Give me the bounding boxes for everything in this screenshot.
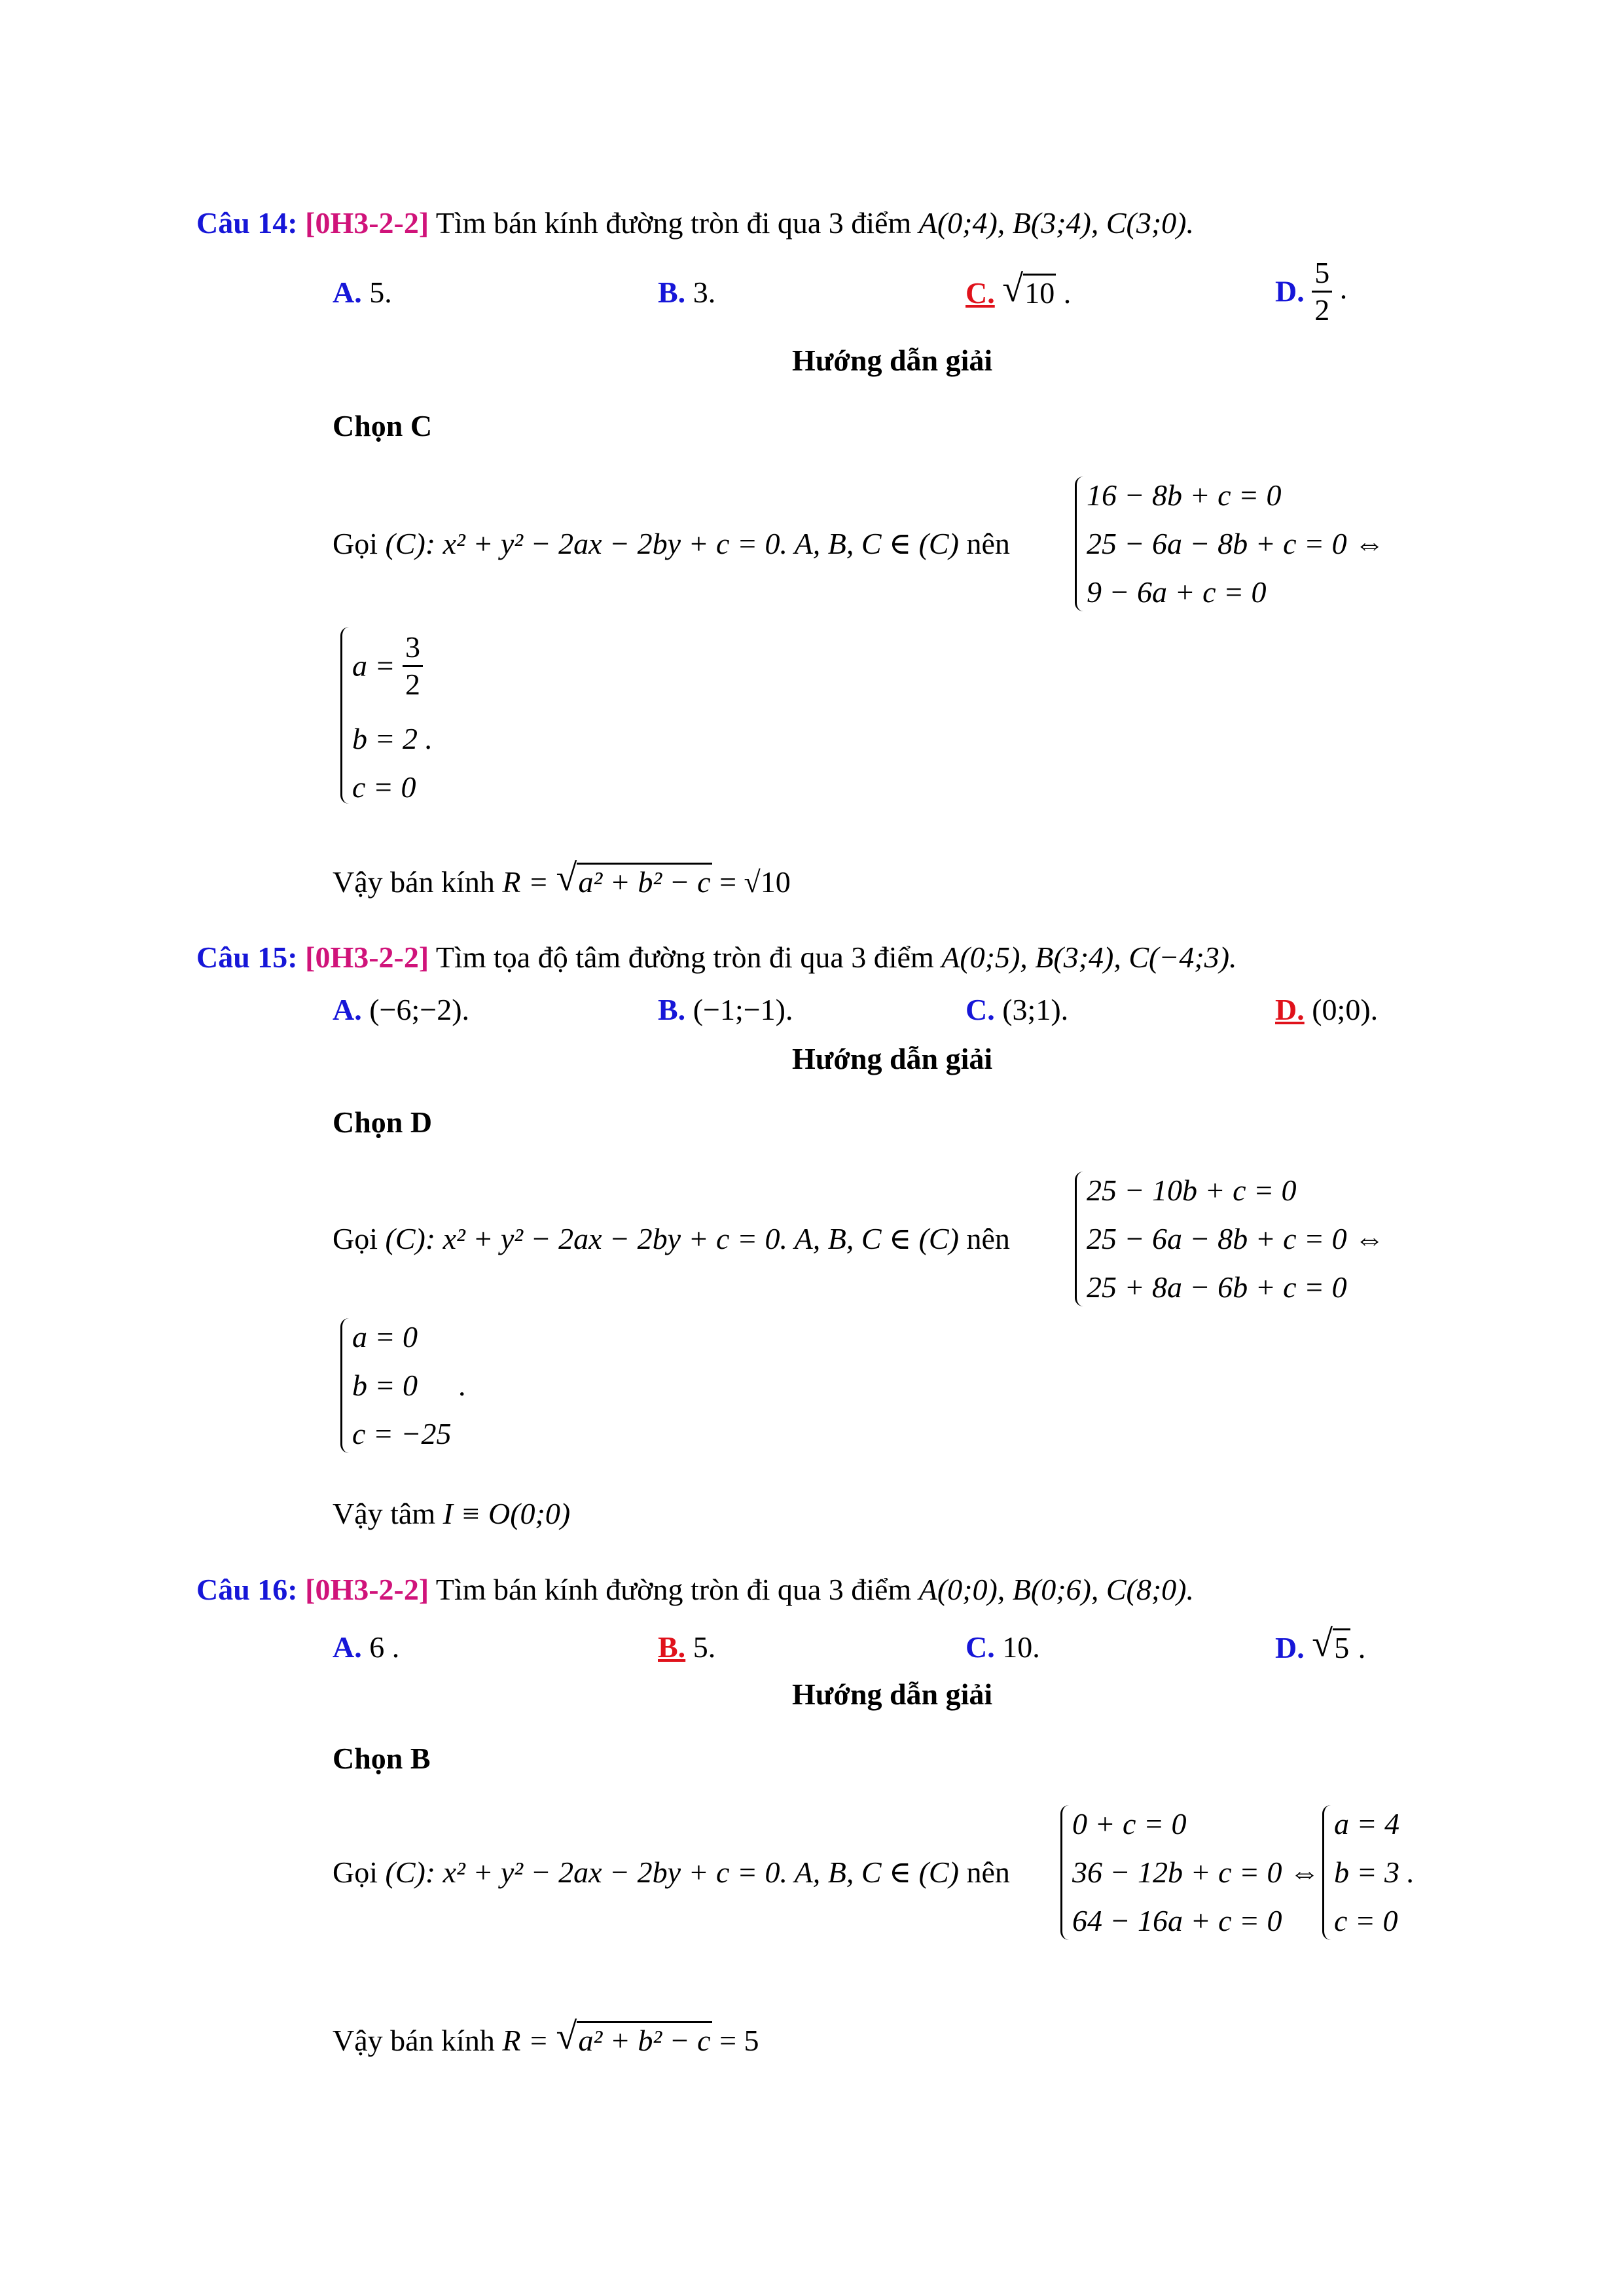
q14-conclusion-radicand: a² + b² − c bbox=[577, 863, 712, 897]
q16-label: Câu 16: bbox=[196, 1573, 298, 1606]
q15-system-1-row-2: 25 − 6a − 8b + c = 0 ⇔ bbox=[1087, 1222, 1385, 1255]
q16-header bbox=[196, 1575, 1194, 1605]
q16-system-1-row-1: 0 + c = 0 bbox=[1072, 1807, 1187, 1840]
q14-option-d-den: 2 bbox=[1314, 293, 1330, 327]
q15-system-1-row-1: 25 − 10b + c = 0 bbox=[1087, 1174, 1297, 1207]
q16-conclusion-text: Vậy bán kính bbox=[333, 2024, 495, 2057]
q14-option-d-num: 5 bbox=[1312, 258, 1332, 293]
q14-option-d: D. $\frac{5}{2}$ . bbox=[1275, 256, 1348, 327]
q14-system-1-row-1: 16 − 8b + c = 0 bbox=[1087, 478, 1282, 512]
q16-conclusion-sqrt: √ a² + b² − c bbox=[556, 2015, 711, 2057]
q16-option-b-value: 5. bbox=[693, 1630, 716, 1664]
q14-goi: Gọi bbox=[333, 527, 378, 560]
q16-system-2-row-3: c = 0 bbox=[1334, 1904, 1398, 1937]
q16-conclusion-lhs: R = bbox=[502, 2024, 549, 2057]
q15-option-a-letter: A. bbox=[333, 993, 362, 1026]
q16-option-c-value: 10. bbox=[1002, 1630, 1040, 1664]
q16-conclusion-end: = 5 bbox=[719, 2024, 759, 2057]
q15-system-2-brace bbox=[340, 1318, 349, 1453]
q14-text: Tìm bán kính đường tròn đi qua 3 điểm bbox=[435, 206, 912, 240]
q15-system-1-row-3: 25 + 8a − 6b + c = 0 bbox=[1087, 1270, 1347, 1304]
q15-option-b-value: (−1;−1). bbox=[693, 993, 793, 1026]
q16-option-d: D. √ 5 . bbox=[1275, 1622, 1366, 1664]
q16-choice: Chọn B bbox=[333, 1742, 431, 1775]
q15-system-2-row-3: c = −25 bbox=[352, 1417, 452, 1450]
q14-system-2-row-2: b = 2 . bbox=[352, 722, 433, 755]
q14-option-a-value: 5. bbox=[369, 276, 392, 309]
q14-option-b-letter: B. bbox=[658, 276, 686, 309]
q14-conclusion-text: Vậy bán kính bbox=[333, 865, 495, 899]
q16-points: A(0;0), B(0;6), C(8;0). bbox=[918, 1573, 1194, 1606]
q14-conclusion-end: = √10 bbox=[719, 865, 791, 899]
q14-nen: nên bbox=[966, 527, 1010, 560]
q16-system-1-row-3: 64 − 16a + c = 0 bbox=[1072, 1904, 1282, 1937]
q14-option-d-letter: D. bbox=[1275, 274, 1305, 308]
q14-system-1-row-2: 25 − 6a − 8b + c = 0 ⇔ bbox=[1087, 527, 1385, 560]
q15-label: Câu 15: bbox=[196, 941, 298, 974]
q14-system-2-brace bbox=[340, 627, 349, 804]
q15-points: A(0;5), B(3;4), C(−4;3). bbox=[941, 941, 1237, 974]
q16-option-d-letter: D. bbox=[1275, 1631, 1305, 1664]
q15-option-d-letter: D. bbox=[1275, 993, 1305, 1026]
q15-goi: Gọi bbox=[333, 1222, 378, 1255]
q16-system-1-row-2: 36 − 12b + c = 0 ⇔ bbox=[1072, 1856, 1320, 1889]
q15-option-c-letter: C. bbox=[965, 993, 995, 1026]
q14-equation: (C): x² + y² − 2ax − 2by + c = 0. A, B, C ∈ (C) bbox=[385, 527, 959, 560]
q16-equation-line bbox=[333, 1857, 1010, 1888]
q16-system-1-brace bbox=[1060, 1805, 1069, 1940]
q14-option-d-fraction bbox=[1312, 258, 1332, 325]
q14-system-2-a-lhs: a = bbox=[352, 649, 395, 683]
q15-equation-line bbox=[333, 1224, 1010, 1254]
q14-option-c-letter: C. bbox=[965, 276, 995, 310]
q14-option-c: C. √ 10 . bbox=[965, 267, 1072, 310]
q14-system-2-row-1 bbox=[352, 632, 423, 700]
q14-option-b-value: 3. bbox=[693, 276, 716, 309]
q15-option-b bbox=[658, 995, 793, 1025]
q16-system-2-brace bbox=[1322, 1805, 1331, 1940]
q14-points: A(0;4), B(3;4), C(3;0). bbox=[918, 206, 1194, 240]
q14-system-2-a-num: 3 bbox=[403, 632, 423, 667]
q14-option-a bbox=[333, 278, 392, 308]
q14-equation-line bbox=[333, 529, 1010, 559]
q15-system-2-row-2: b = 0 bbox=[352, 1369, 418, 1402]
q14-conclusion bbox=[333, 856, 791, 899]
q15-equation: (C): x² + y² − 2ax − 2by + c = 0. A, B, C ∈ (C) bbox=[385, 1222, 959, 1255]
q14-option-c-sqrt: √ 10 bbox=[1002, 267, 1055, 310]
q14-system-2-a-den: 2 bbox=[405, 668, 421, 701]
q16-code: [0H3-2-2] bbox=[305, 1573, 429, 1606]
q14-option-c-value: 10 bbox=[1023, 274, 1056, 308]
q15-conclusion bbox=[333, 1499, 570, 1529]
q16-equation: (C): x² + y² − 2ax − 2by + c = 0. A, B, C ∈ (C) bbox=[385, 1856, 959, 1889]
q14-guide-heading: Hướng dẫn giải bbox=[792, 344, 993, 377]
q16-option-a-letter: A. bbox=[333, 1630, 362, 1664]
q15-nen: nên bbox=[966, 1222, 1010, 1255]
q15-option-c-value: (3;1). bbox=[1002, 993, 1069, 1026]
q16-option-d-value: 5 bbox=[1333, 1628, 1350, 1663]
q14-conclusion-lhs: R = bbox=[502, 865, 549, 899]
q14-system-1-brace bbox=[1075, 476, 1083, 611]
q14-choice: Chọn C bbox=[333, 409, 433, 442]
q15-header bbox=[196, 942, 1237, 973]
q15-system-1-brace bbox=[1075, 1172, 1083, 1306]
q14-label: Câu 14: bbox=[196, 206, 298, 240]
q15-choice: Chọn D bbox=[333, 1105, 433, 1139]
q14-code: [0H3-2-2] bbox=[305, 206, 429, 240]
q15-guide-heading: Hướng dẫn giải bbox=[792, 1042, 993, 1075]
q14-conclusion-sqrt: √ a² + b² − c bbox=[556, 856, 711, 899]
q15-option-d bbox=[1275, 995, 1378, 1025]
q16-option-b bbox=[658, 1632, 715, 1662]
q16-option-d-sqrt: √ 5 bbox=[1312, 1622, 1350, 1664]
q15-code: [0H3-2-2] bbox=[305, 941, 429, 974]
q16-system-2-row-2: b = 3 . bbox=[1334, 1856, 1415, 1889]
q16-conclusion-radicand: a² + b² − c bbox=[577, 2021, 712, 2056]
q16-guide-heading: Hướng dẫn giải bbox=[792, 1677, 993, 1711]
q15-option-a bbox=[333, 995, 469, 1025]
q15-option-d-value: (0;0). bbox=[1312, 993, 1379, 1026]
q15-text: Tìm tọa độ tâm đường tròn đi qua 3 điểm bbox=[435, 941, 934, 974]
q14-system-2-a-fraction bbox=[403, 632, 423, 700]
q16-nen: nên bbox=[966, 1856, 1010, 1889]
q16-option-c-letter: C. bbox=[965, 1630, 995, 1664]
q16-goi: Gọi bbox=[333, 1856, 378, 1889]
q16-conclusion bbox=[333, 2015, 759, 2057]
q14-system-2-row-3: c = 0 bbox=[352, 770, 416, 804]
q16-option-c bbox=[965, 1632, 1040, 1662]
q14-option-b bbox=[658, 278, 715, 308]
q16-system-2-row-1: a = 4 bbox=[1334, 1807, 1400, 1840]
q16-option-b-letter: B. bbox=[658, 1630, 686, 1664]
q15-system-2-row-1: a = 0 bbox=[352, 1320, 418, 1354]
q16-option-a bbox=[333, 1632, 399, 1662]
q15-conclusion-math: I ≡ O(0;0) bbox=[442, 1497, 571, 1530]
q16-option-a-value: 6 . bbox=[369, 1630, 400, 1664]
q14-option-a-letter: A. bbox=[333, 276, 362, 309]
q15-conclusion-text: Vậy tâm bbox=[333, 1497, 436, 1530]
q15-option-b-letter: B. bbox=[658, 993, 686, 1026]
q14-header bbox=[196, 208, 1194, 238]
q15-option-c bbox=[965, 995, 1068, 1025]
q14-system-1-row-3: 9 − 6a + c = 0 bbox=[1087, 575, 1267, 609]
q15-system-2-dot: . bbox=[458, 1369, 466, 1402]
q15-option-a-value: (−6;−2). bbox=[369, 993, 470, 1026]
q16-text: Tìm bán kính đường tròn đi qua 3 điểm bbox=[435, 1573, 912, 1606]
